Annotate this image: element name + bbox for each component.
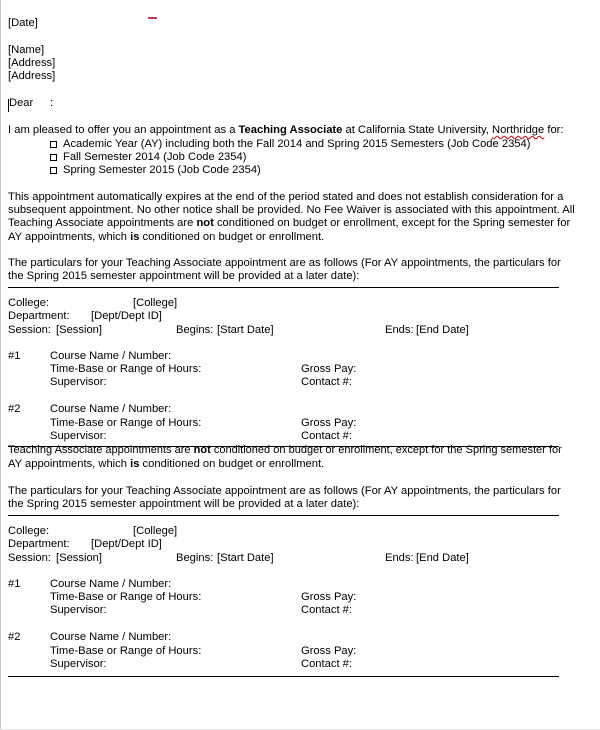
repeat-course-1-gross-pay-label: Gross Pay: bbox=[301, 591, 357, 603]
course-1-contact-label: Contact #: bbox=[301, 376, 352, 388]
para1-line-4-bold: is bbox=[130, 231, 140, 243]
page-left-border bbox=[0, 0, 1, 730]
repeat-para1-line-4-post: conditioned on budget or enrollment. bbox=[139, 458, 325, 470]
course-2-supervisor-label: Supervisor: bbox=[50, 430, 107, 442]
repeat-course-2-timebase-label: Time-Base or Range of Hours: bbox=[50, 645, 202, 657]
divider-4 bbox=[8, 676, 559, 677]
repeat-course-2-contact-label: Contact #: bbox=[301, 658, 352, 670]
repeat-course-1-timebase-label: Time-Base or Range of Hours: bbox=[50, 591, 202, 603]
para2-line-1: The particulars for your Teaching Associate appointment are as follows (For AY appointments, the particulars for bbox=[8, 257, 561, 269]
option-checkbox-fall[interactable] bbox=[50, 154, 57, 161]
option-checkbox-ay[interactable] bbox=[50, 141, 57, 148]
intro-line bbox=[8, 124, 564, 137]
ends-label: Ends: bbox=[385, 324, 414, 336]
department-label: Department: bbox=[8, 310, 70, 322]
intro-title: Teaching Associate bbox=[238, 124, 343, 136]
repeat-ends-label: Ends: bbox=[385, 552, 414, 564]
college-label: College: bbox=[8, 297, 50, 309]
para1-line-3 bbox=[8, 217, 570, 230]
intro-pre: I am pleased to offer you an appointment as a bbox=[8, 124, 239, 136]
course-1-supervisor-label: Supervisor: bbox=[50, 376, 107, 388]
course-2-name-label: Course Name / Number: bbox=[50, 403, 172, 415]
repeat-course-1-number: #1 bbox=[8, 578, 21, 590]
repeat-course-1-contact-label: Contact #: bbox=[301, 604, 352, 616]
ends-value[interactable]: [End Date] bbox=[416, 324, 469, 336]
repeat-ends-value[interactable]: [End Date] bbox=[416, 552, 469, 564]
repeat-para1-line-3-bold: not bbox=[193, 444, 211, 456]
begins-label: Begins: bbox=[176, 324, 214, 336]
para1-line-4-pre: AY appointments, which bbox=[8, 231, 131, 243]
para1-line-3-pre: Teaching Associate appointments are bbox=[8, 217, 197, 229]
divider-3 bbox=[8, 515, 559, 516]
course-2-contact-label: Contact #: bbox=[301, 430, 352, 442]
option-label-fall: Fall Semester 2014 (Job Code 2354) bbox=[63, 151, 247, 163]
course-2-gross-pay-label: Gross Pay: bbox=[301, 417, 357, 429]
option-label-spring: Spring Semester 2015 (Job Code 2354) bbox=[63, 164, 261, 176]
repeat-course-2-name-label: Course Name / Number: bbox=[50, 631, 172, 643]
para2-line-2: the Spring 2015 semester appointment will be provided at a later date): bbox=[8, 270, 360, 282]
department-value[interactable]: [Dept/Dept ID] bbox=[91, 310, 162, 322]
course-1-gross-pay-label: Gross Pay: bbox=[301, 363, 357, 375]
salutation-colon: : bbox=[50, 97, 54, 109]
address-field-2[interactable]: [Address] bbox=[8, 70, 56, 82]
repeat-course-1-supervisor-label: Supervisor: bbox=[50, 604, 107, 616]
para1-line-2: subsequent appointment. No other notice shall be provided. No Fee Waiver is associated with this appointment. All bbox=[8, 204, 575, 216]
revision-mark bbox=[148, 17, 157, 19]
repeat-para1-line-3-pre: Teaching Associate appointments are bbox=[8, 444, 194, 456]
session-label: Session: bbox=[8, 324, 51, 336]
repeat-para2-line-1: The particulars for your Teaching Associate appointment are as follows (For AY appointments, the particulars for bbox=[8, 485, 561, 497]
course-2-number: #2 bbox=[8, 403, 21, 415]
para1-line-3-post: conditioned on budget or enrollment, except for the Spring semester for bbox=[213, 217, 571, 229]
repeat-department-label: Department: bbox=[8, 538, 70, 550]
repeat-para1-line-4-bold: is bbox=[130, 458, 140, 470]
intro-mid: at California State University, bbox=[342, 124, 492, 136]
repeat-course-2-gross-pay-label: Gross Pay: bbox=[301, 645, 357, 657]
address-field-1[interactable]: [Address] bbox=[8, 57, 56, 69]
para1-line-3-bold: not bbox=[196, 217, 214, 229]
date-field[interactable]: [Date] bbox=[8, 17, 38, 29]
repeat-department-value[interactable]: [Dept/Dept ID] bbox=[91, 538, 162, 550]
repeat-begins-value[interactable]: [Start Date] bbox=[217, 552, 274, 564]
course-2-timebase-label: Time-Base or Range of Hours: bbox=[50, 417, 202, 429]
repeat-college-value[interactable]: [College] bbox=[133, 525, 178, 537]
intro-campus: Northridge bbox=[492, 124, 545, 136]
repeat-college-label: College: bbox=[8, 525, 50, 537]
session-value[interactable]: [Session] bbox=[56, 324, 103, 336]
course-1-name-label: Course Name / Number: bbox=[50, 350, 172, 362]
repeat-session-label: Session: bbox=[8, 552, 51, 564]
repeat-course-1-name-label: Course Name / Number: bbox=[50, 578, 172, 590]
salutation: Dear bbox=[9, 97, 34, 109]
repeat-course-2-number: #2 bbox=[8, 631, 21, 643]
repeat-para1-line-4-pre: AY appointments, which bbox=[8, 458, 131, 470]
intro-post: for: bbox=[544, 124, 564, 136]
repeat-session-value[interactable]: [Session] bbox=[56, 552, 103, 564]
repeat-para2-line-2: the Spring 2015 semester appointment will be provided at a later date): bbox=[8, 498, 360, 510]
repeat-para1-line-3-post: conditioned on budget or enrollment, except for the Spring semester for bbox=[210, 444, 562, 456]
para1-line-4 bbox=[8, 231, 324, 244]
divider-1 bbox=[8, 287, 559, 288]
repeat-para1-line-4 bbox=[8, 458, 324, 471]
college-value[interactable]: [College] bbox=[133, 297, 178, 309]
option-label-ay: Academic Year (AY) including both the Fall 2014 and Spring 2015 Semesters (Job Code 2354) bbox=[63, 138, 531, 150]
option-checkbox-spring[interactable] bbox=[50, 167, 57, 174]
para1-line-4-post: conditioned on budget or enrollment. bbox=[139, 231, 325, 243]
divider-2 bbox=[8, 446, 559, 447]
para1-line-1: This appointment automatically expires at the end of the period stated and does not establish consideration for a bbox=[8, 191, 564, 203]
begins-value[interactable]: [Start Date] bbox=[217, 324, 274, 336]
repeat-begins-label: Begins: bbox=[176, 552, 214, 564]
course-1-number: #1 bbox=[8, 350, 21, 362]
repeat-course-2-supervisor-label: Supervisor: bbox=[50, 658, 107, 670]
course-1-timebase-label: Time-Base or Range of Hours: bbox=[50, 363, 202, 375]
name-field[interactable]: [Name] bbox=[8, 44, 45, 56]
